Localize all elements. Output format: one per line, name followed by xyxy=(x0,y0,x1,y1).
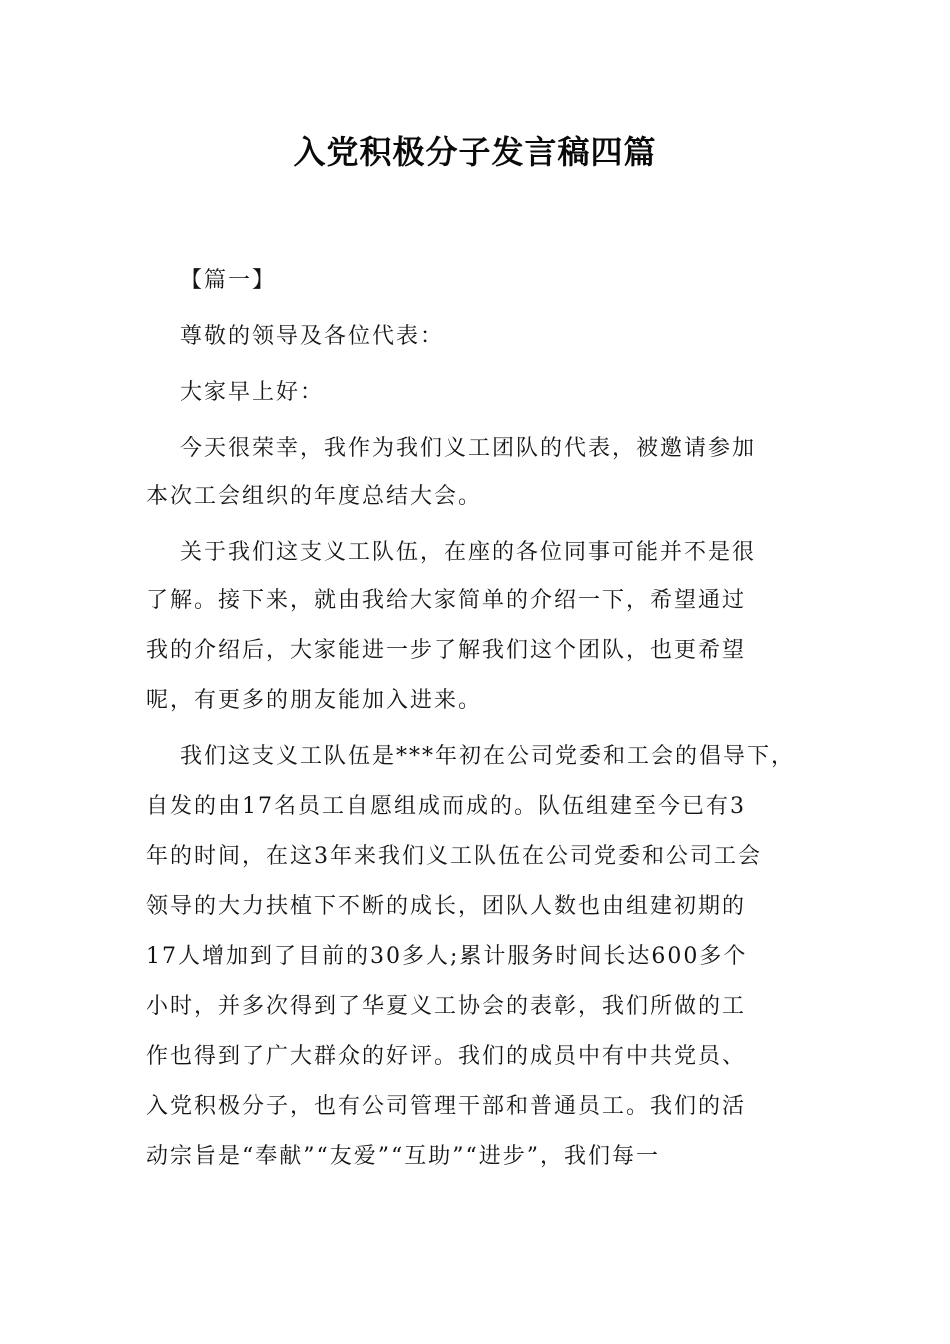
paragraph-1-line: 本次工会组织的年度总结大会。 xyxy=(146,484,483,509)
paragraph-3-line: 入党积极分子，也有公司管理干部和普通员工。我们的活 xyxy=(146,1094,747,1119)
paragraph-2-line: 了解。接下来，就由我给大家简单的介绍一下，希望通过 xyxy=(146,588,747,613)
document-title: 入党积极分子发言稿四篇 xyxy=(293,133,657,171)
paragraph-2-line: 呢，有更多的朋友能加入进来。 xyxy=(146,688,483,713)
paragraph-3-line: 动宗旨是“奉献”“友爱”“互助”“进步”，我们每一 xyxy=(146,1144,660,1169)
paragraph-3-line: 作也得到了广大群众的好评。我们的成员中有中共党员、 xyxy=(146,1044,747,1069)
salutation: 尊敬的领导及各位代表： xyxy=(180,324,445,349)
paragraph-3-line: 小时，并多次得到了华夏义工协会的表彰，我们所做的工 xyxy=(146,994,747,1019)
paragraph-3-line: 领导的大力扶植下不断的成长，团队人数也由组建初期的 xyxy=(146,894,747,919)
paragraph-2-line: 关于我们这支义工队伍，在座的各位同事可能并不是很 xyxy=(180,540,757,565)
paragraph-3-line: 我们这支义工队伍是***年初在公司党委和工会的倡导下， xyxy=(180,744,796,769)
paragraph-2-line: 我的介绍后，大家能进一步了解我们这个团队，也更希望 xyxy=(146,638,747,663)
greeting: 大家早上好： xyxy=(180,380,325,405)
paragraph-3-line: 年的时间，在这3年来我们义工队伍在公司党委和公司工会 xyxy=(146,844,762,869)
paragraph-1-line: 今天很荣幸，我作为我们义工团队的代表，被邀请参加 xyxy=(180,436,757,461)
section-label: 【篇一】 xyxy=(180,268,277,293)
paragraph-3-line: 17人增加到了目前的30多人;累计服务时间长达600多个 xyxy=(146,944,748,969)
paragraph-3-line: 自发的由17名员工自愿组成而成的。队伍组建至今已有3 xyxy=(146,794,746,819)
